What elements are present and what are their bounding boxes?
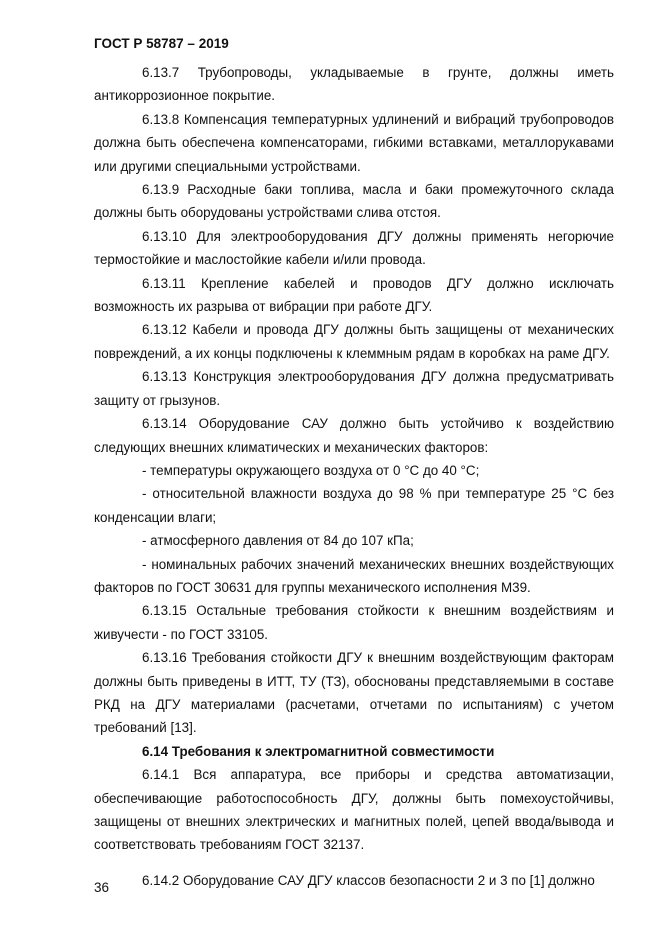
clause-6-13-10: 6.13.10 Для электрооборудования ДГУ должны применять негорючие термостойкие и маслостойкие кабели и/или провода. [94,228,614,268]
clause-6-13-14: 6.13.14 Оборудование САУ должно быть устойчиво к воздействию следующих внешних климатических и механических факторов: [94,416,614,455]
clause-6-13-15: 6.13.15 Остальные требования стойкости к внешним воздействиям и живучести - по ГОСТ 33105. [94,603,614,642]
list-item-mechanical-factors: - номинальных рабочих значений механических внешних воздействующих факторов по ГОСТ 30631 для группы механического исполнения М39. [94,556,614,595]
page-number: 36 [94,880,110,895]
clause-6-14-2: 6.14.2 Оборудование САУ ДГУ классов безопасности 2 и 3 по [1] должно [142,872,595,888]
list-item-humidity: - относительной влажности воздуха до 98 % при температуре 25 °С без конденсации влаги; [94,486,614,525]
clause-6-14-1: 6.14.1 Вся аппаратура, все приборы и средства автоматизации, обеспечивающие работоспособность ДГУ, должны быть помехоустойчивы, защищены от внешних электрических и магнитных полей, цепей ввода/вывода и соответствовать требованиям ГОСТ 32137. [94,767,614,853]
list-item-pressure: - атмосферного давления от 84 до 107 кПа; [142,533,414,549]
document-header: ГОСТ Р 58787 – 2019 [94,36,229,51]
clause-6-13-13: 6.13.13 Конструкция электрооборудования ДГУ должна предусматривать защиту от грызунов. [94,369,614,408]
clause-6-13-16: 6.13.16 Требования стойкости ДГУ к внешним воздействующим факторам должны быть приведены в ИТТ, ТУ (ТЗ), обоснованы представляемыми в составе РКД на ДГУ материалами (расчетами, отчетами по испытаниям) с учетом требований [13]. [94,650,614,736]
document-body [94,61,614,892]
clause-6-13-9: 6.13.9 Расходные баки топлива, масла и баки промежуточного склада должны быть оборудованы устройствами слива отстоя. [94,182,614,221]
list-item-temperature: - температуры окружающего воздуха от 0 °С до 40 °С; [142,462,480,478]
clause-6-13-12: 6.13.12 Кабели и провода ДГУ должны быть защищены от механических повреждений, а их концы подключены к клеммным рядам в коробках на раме ДГУ. [94,322,614,361]
clause-6-13-11: 6.13.11 Крепление кабелей и проводов ДГУ должно исключать возможность их разрыва от вибрации при работе ДГУ. [94,275,614,315]
clause-6-13-7: 6.13.7 Трубопроводы, укладываемые в грунте, должны иметь антикоррозионное покрытие. [94,65,614,104]
clause-6-13-8: 6.13.8 Компенсация температурных удлинений и вибраций трубопроводов должна быть обеспечена компенсаторами, гибкими вставками, металлорукавами или другими специальными устройствами. [94,111,614,174]
section-heading-6-14: 6.14 Требования к электромагнитной совместимости [142,743,495,759]
